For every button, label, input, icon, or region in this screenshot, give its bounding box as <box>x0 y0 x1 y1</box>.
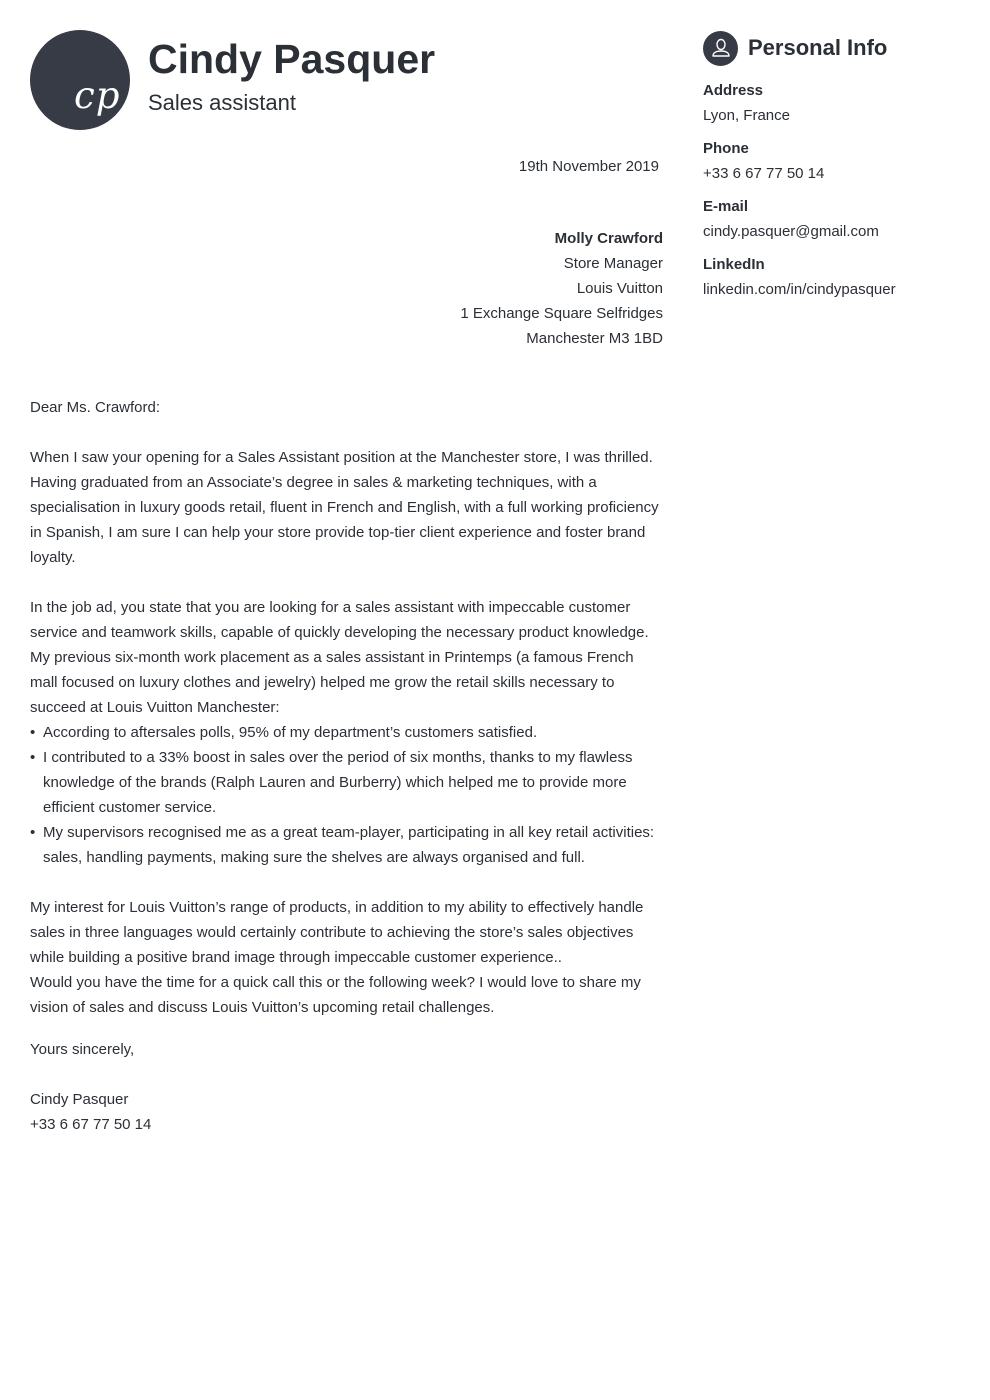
recipient-name: Molly Crawford <box>554 230 663 247</box>
recipient-title: Store Manager <box>563 255 663 272</box>
phone-value: +33 6 67 77 50 14 <box>703 165 825 182</box>
address-value: Lyon, France <box>703 107 790 124</box>
personal-info-fields <box>703 78 973 302</box>
applicant-role: Sales assistant <box>148 90 296 115</box>
closing: Yours sincerely, <box>30 1041 135 1058</box>
list-item: • My supervisors recognised me as a great team-player, participating in all key retail activities: sales, handling payments, making sure the shelves are always organised and full. <box>30 820 663 870</box>
avatar <box>30 30 130 130</box>
list-item: • According to aftersales polls, 95% of my department’s customers satisfied. <box>30 720 663 745</box>
personal-info-header <box>703 30 973 66</box>
email-value: cindy.pasquer@gmail.com <box>703 223 879 240</box>
personal-info-panel <box>703 30 973 310</box>
letter-date: 19th November 2019 <box>518 158 659 175</box>
achievements-list <box>30 720 663 870</box>
address-label: Address <box>703 82 764 99</box>
linkedin-label: LinkedIn <box>703 256 765 273</box>
email-label: E-mail <box>703 198 749 215</box>
personal-info-title: Personal Info <box>748 35 888 60</box>
signature-phone: +33 6 67 77 50 14 <box>30 1116 152 1133</box>
recipient-company: Louis Vuitton <box>576 280 663 297</box>
avatar-initials: cp <box>74 74 121 117</box>
paragraph-intro: When I saw your opening for a Sales Assistant position at the Manchester store, I was thrilled. Having graduated from an Associate’s degree in sales & marketing techniques, with a specialisation in luxury goods retail, fluent in French and English, with a full working proficiency in Spanish, I am sure I can help your store provide top-tier client experience and foster brand loyalty. <box>30 449 659 566</box>
list-item: • I contributed to a 33% boost in sales over the period of six months, thanks to my flawless knowledge of the brands (Ralph Lauren and Burberry) which helped me to provide more efficient customer service. <box>30 745 663 820</box>
signature-name: Cindy Pasquer <box>30 1091 129 1108</box>
recipient-address-line-1: 1 Exchange Square Selfridges <box>460 305 663 322</box>
paragraph-call-to-action: Would you have the time for a quick call this or the following week? I would love to share my vision of sales and discuss Louis Vuitton’s upcoming retail challenges. <box>30 974 641 1016</box>
person-icon <box>703 31 738 66</box>
linkedin-value: linkedin.com/in/cindypasquer <box>703 281 896 298</box>
recipient-address-line-2: Manchester M3 1BD <box>526 330 663 347</box>
phone-label: Phone <box>703 140 749 157</box>
recipient-block <box>460 226 663 351</box>
letter-body <box>30 395 663 1137</box>
salutation: Dear Ms. Crawford: <box>30 399 161 416</box>
applicant-name: Cindy Pasquer <box>148 36 436 82</box>
paragraph-experience: In the job ad, you state that you are looking for a sales assistant with impeccable customer service and teamwork skills, capable of quickly developing the necessary product knowledge. My previous six-month work placement as a sales assistant in Printemps (a famous French mall focused on luxury clothes and jewelry) helped me grow the retail skills necessary to succeed at Louis Vuitton Manchester: <box>30 599 649 716</box>
paragraph-interest: My interest for Louis Vuitton’s range of products, in addition to my ability to effectively handle sales in three languages would certainly contribute to achieving the store’s sales objectives while building a positive brand image through impeccable customer experience.. <box>30 899 644 966</box>
